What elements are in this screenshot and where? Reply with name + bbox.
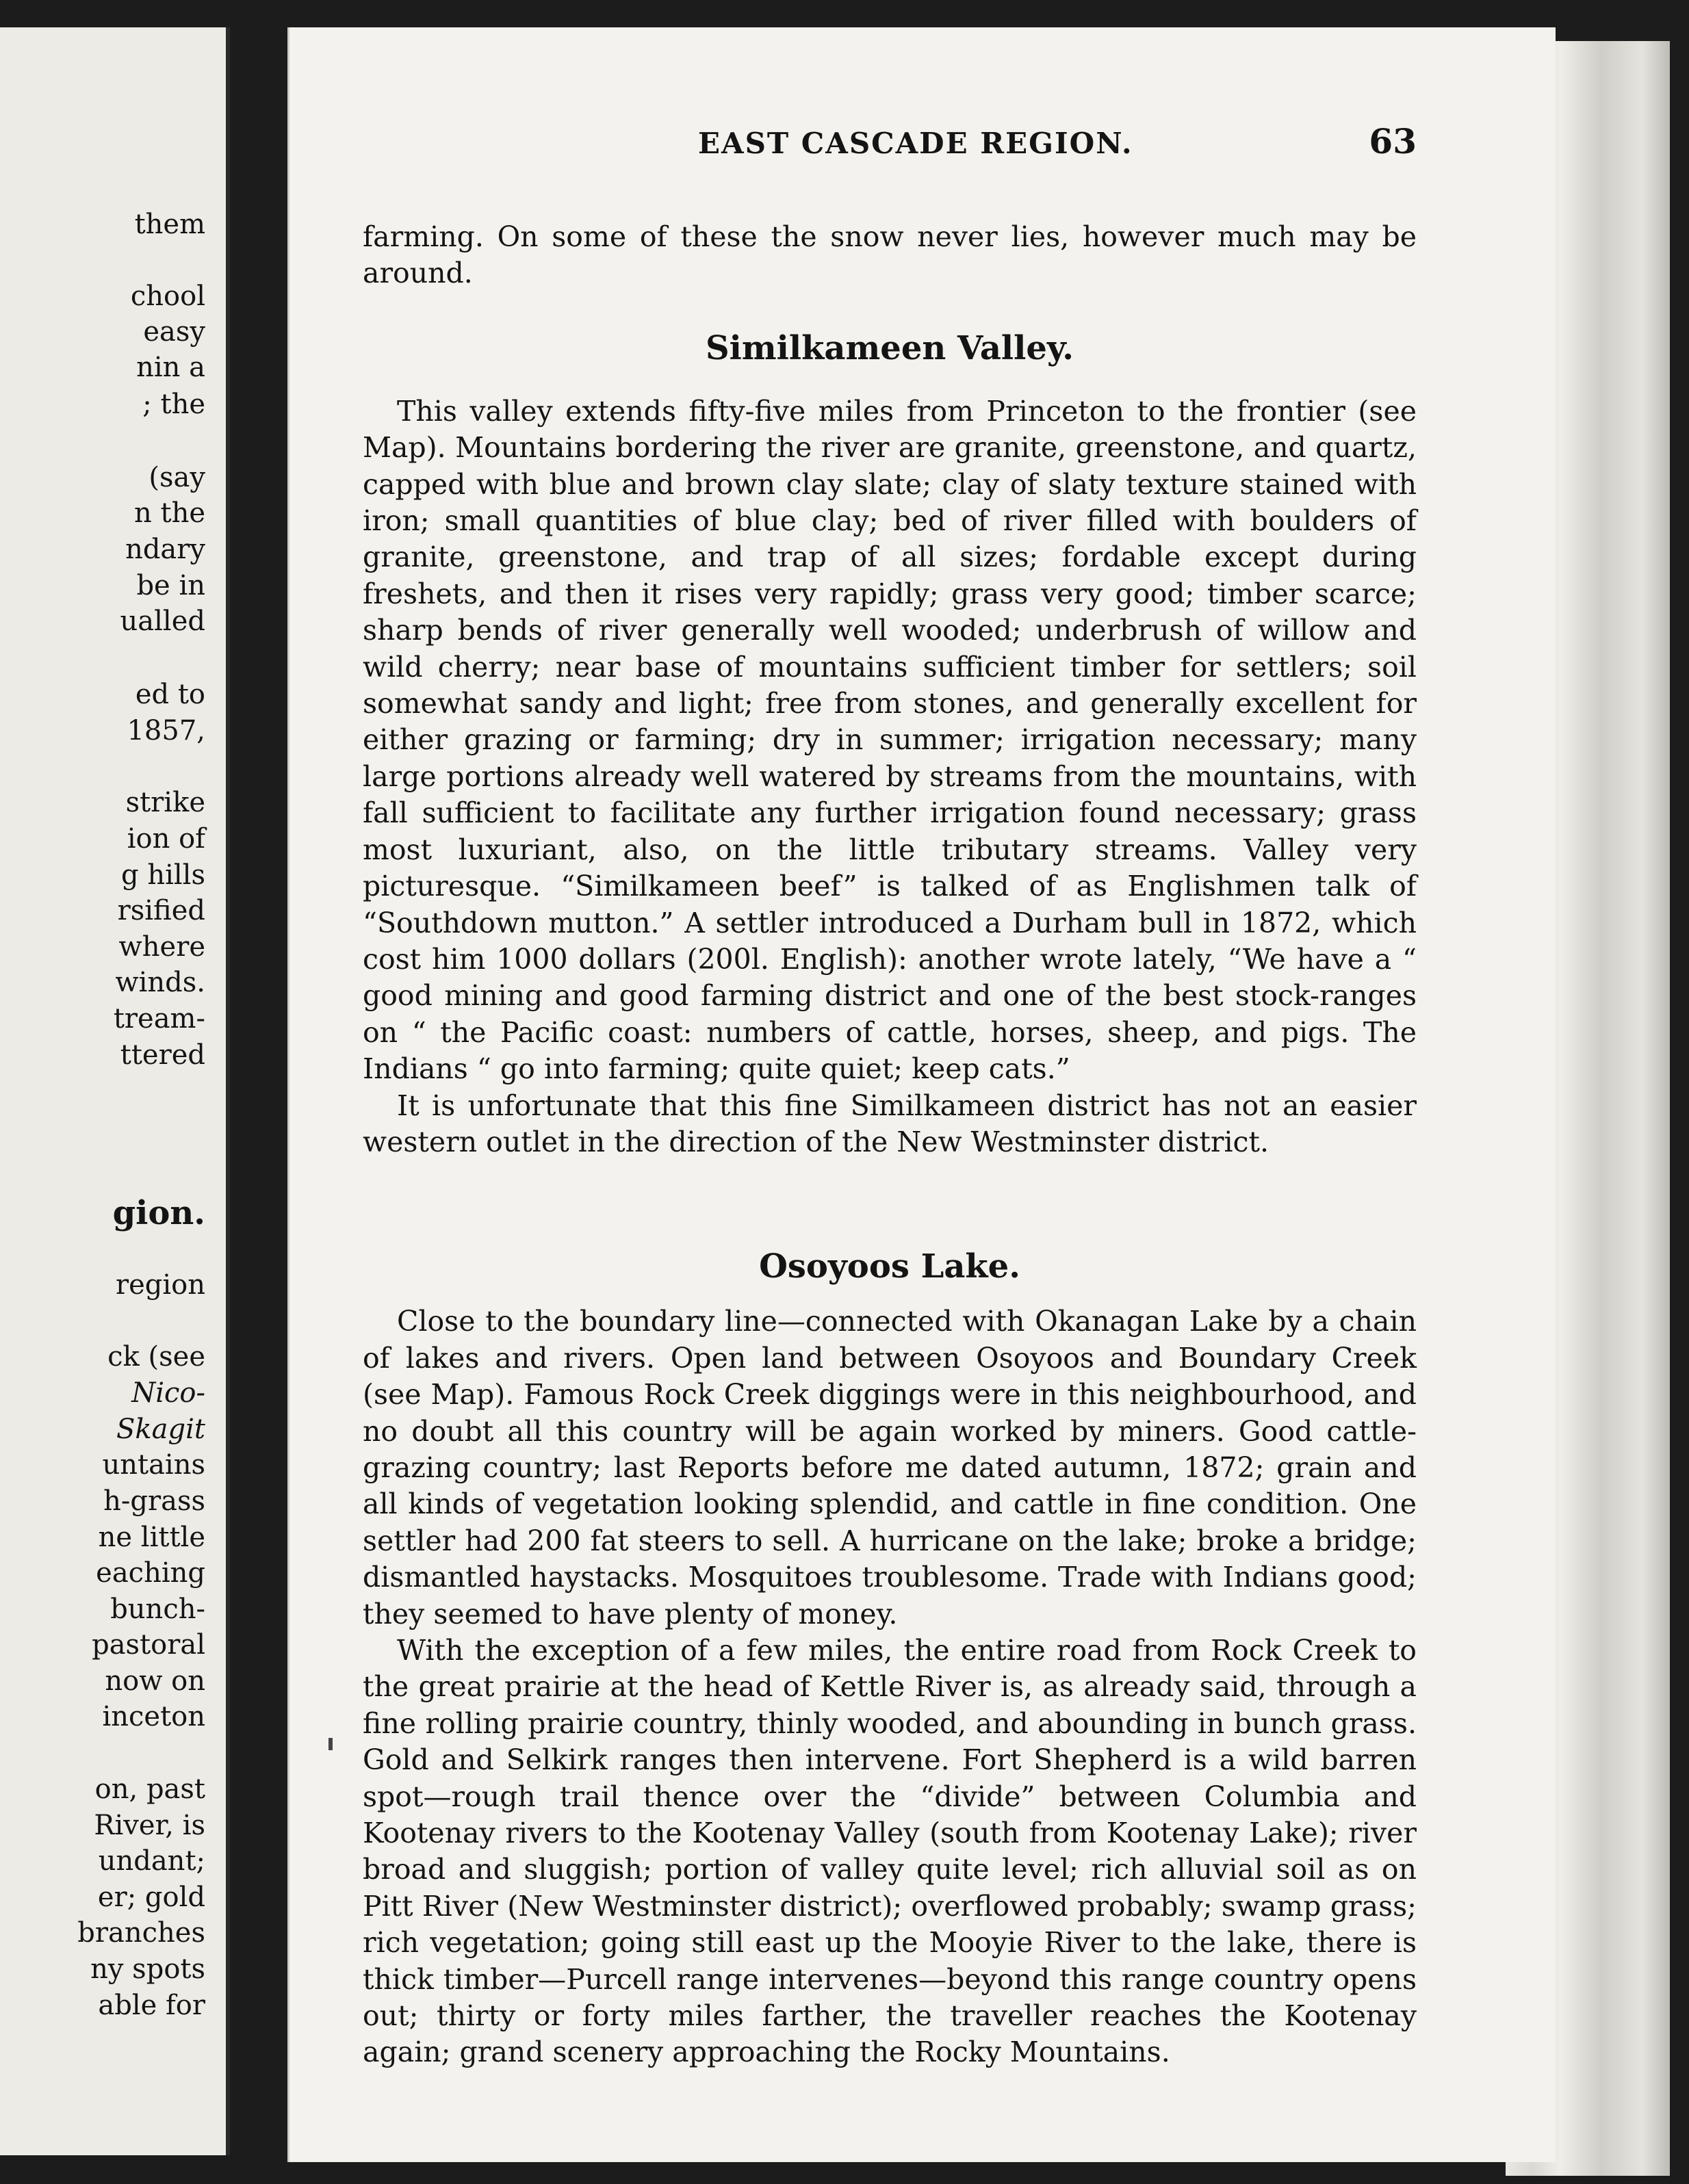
left-page-line: g hills [121,859,205,891]
left-page-line: ; the [142,389,205,420]
intro-paragraph: farming. On some of these the snow never lies, however much may be around. [363,220,1417,290]
left-page-line: untains [102,1449,205,1481]
left-page-line: ck (see [107,1341,205,1373]
left-page-line: ttered [120,1039,205,1071]
left-page-line: Nico- [131,1377,205,1409]
left-page-line: winds. [115,967,205,998]
left-page-line: Skagit [116,1414,205,1445]
left-page-line: able for [98,1990,205,2021]
left-page-line: where [118,931,205,963]
osoyoos-paragraph-1: Close to the boundary line—connected with Okanagan Lake by a chain of lakes and rivers. Open land between Osoyoos and Boundary Creek (see Map). Famous Rock Creek diggings were in this neighbourhood, and no doubt all this country will be again worked by miners. Good cattle-grazing country; last Reports before me dated autumn, 1872; grain and all kinds of vegetation looking splendid, and cattle in fine condition. One settler had 200 fat steers to sell. A hurricane on the lake; broke a bridge; dismantled haystacks. Mosquitoes troublesome. Trade with Indians good; they seemed to have plenty of money. [363,1305,1417,1630]
left-page-fragment [0,27,230,2155]
page-body [363,219,1417,2071]
left-page-line: gion. [112,1194,205,1232]
section-heading-similkameen: Similkameen Valley. [705,328,1074,367]
left-page-line: ndary [125,534,205,565]
left-page-line: nin a [136,352,205,383]
left-page-line: tream- [113,1003,205,1035]
left-page-line: undant; [98,1845,205,1877]
osoyoos-paragraph-2: With the exception of a few miles, the entire road from Rock Creek to the great prairie at the head of Kettle River is, as already said, through a fine rolling prairie country, thinly wooded, and abounding in bunch grass. Gold and Selkirk ranges then intervene. Fort Shepherd is a wild barren spot—rough trail thence over the “divide” between Columbia and Kootenay rivers to the Kootenay Valley (south from Kootenay Lake); river broad and sluggish; portion of valley quite level; rich alluvial soil as on Pitt River (New Westminster district); overflowed probably; swamp grass; rich vegetation; going still east up the Mooyie River to the lake, there is thick timber—Purcell range intervenes—beyond this range country opens out; thirty or forty miles farther, the traveller reaches the Kootenay again; grand scenery approaching the Rocky Mountains. [363,1634,1417,2069]
left-page-line: (say [149,462,205,493]
left-page-line: h-grass [103,1485,205,1517]
left-page-line: inceton [102,1701,205,1732]
left-page-line: n the [134,497,205,529]
left-page-line: be in [136,570,205,601]
left-page-line: ion of [127,823,205,855]
page-header [411,121,1417,168]
similkameen-paragraph-2: It is unfortunate that this fine Similkameen district has not an easier western outlet in the direction of the New Westminster district. [363,1089,1417,1158]
left-page-line: bunch- [110,1594,205,1625]
left-page-line: ed to [135,679,205,710]
left-page-line: pastoral [92,1629,205,1661]
left-page-line: region [115,1269,205,1301]
left-page-line: ny spots [90,1953,205,1985]
left-page-line: er; gold [97,1882,205,1913]
left-page-line: chool [130,281,205,312]
section-heading-osoyoos: Osoyoos Lake. [759,1247,1020,1286]
left-page-line: easy [143,316,205,348]
left-page-line: branches [77,1917,205,1949]
similkameen-paragraph-1: This valley extends fifty-five miles from Princeton to the frontier (see Map). Mountains bordering the river are granite, greenstone, and quartz, capped with blue and brown clay slate; clay of slaty texture stained with iron; small quantities of blue clay; bed of river filled with boulders of granite, greenstone, and trap of all sizes; fordable except during freshets, and then it rises very rapidly; grass very good; timber scarce; sharp bends of river generally well wooded; underbrush of willow and wild cherry; near base of mountains sufficient timber for settlers; soil somewhat sandy and light; free from stones, and generally excellent for either grazing or farming; dry in summer; irrigation necessary; many large portions already well watered by streams from the mountains, with fall sufficient to facilitate any further irrigation found necessary; grass most luxuriant, also, on the little tributary streams. Valley very picturesque. “Similkameen beef” is talked of as Englishmen talk of “Southdown mutton.” A settler introduced a Durham bull in 1872, which cost him 1000 dollars (200l. English): another wrote lately, “We have a “ good mining and good farming district and one of the best stock-ranges on “ the Pacific coast: numbers of cattle, horses, sheep, and pigs. The Indians “ go into farming; quite quiet; keep cats.” [363,394,1417,1086]
left-page-line: 1857, [127,715,205,746]
ink-mark [328,1738,333,1750]
left-page-line: on, past [94,1773,205,1805]
running-head: EAST CASCADE REGION. [698,127,1133,160]
page-number: 63 [1369,121,1417,161]
left-page-line: ne little [98,1522,205,1553]
left-page-line: rsified [117,895,205,926]
left-page-line: ualled [120,606,205,637]
left-page-line: now on [105,1665,205,1697]
left-page-line: them [134,209,205,240]
left-page-line: River, is [94,1810,205,1841]
left-page-line: strike [125,787,205,818]
left-page-line: eaching [96,1557,205,1589]
